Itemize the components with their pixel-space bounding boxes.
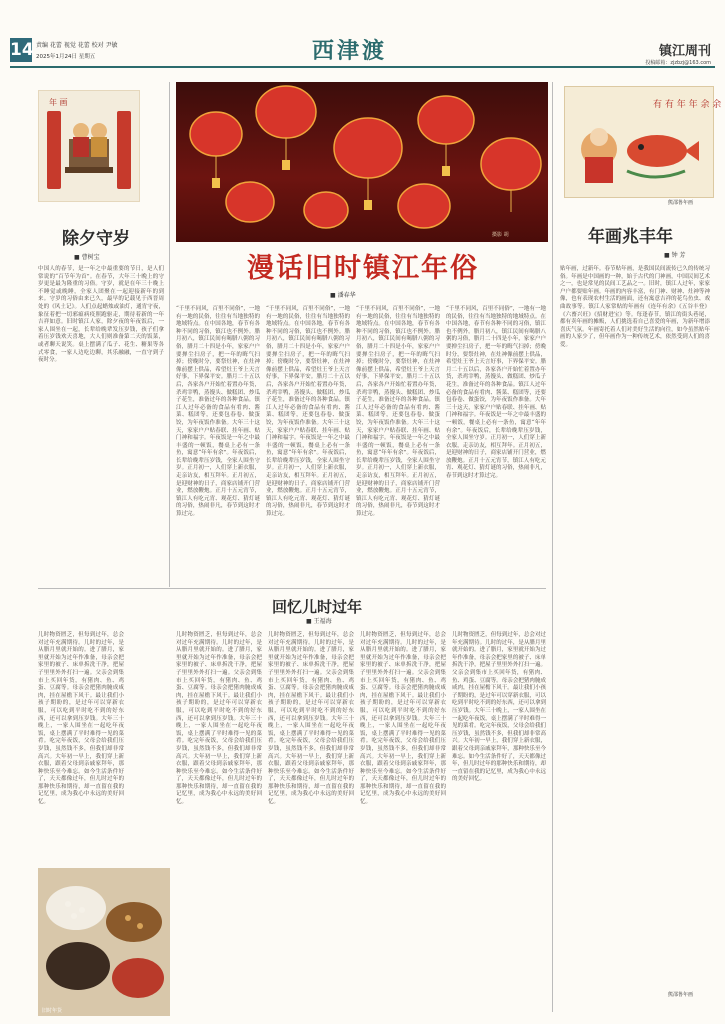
- bottom-article-author: ■ 王福海: [306, 618, 332, 625]
- main-article-title: 漫话旧时镇江年俗: [247, 253, 479, 284]
- publication-brand: 镇江周刊: [658, 44, 711, 59]
- bottom-rule: [38, 588, 546, 589]
- painting-caption: 熊邵鲁年画: [668, 200, 694, 206]
- column-divider-right: [552, 82, 553, 1012]
- contact-email: 投稿邮箱：zjzbzj@163.com: [645, 60, 711, 66]
- main-article-col-2: “千里不同风，百里不同俗”，一地有一地的民俗，往往有当地独特的地域特点。在中国各地，春节有各种不同的习俗，镇江也不例外。腊月初八，镇江民间有喝腊八粥的习俗，腊月二十四是小年，家家户户要掸尘扫房子，把一年的晦气扫掉；傍晚时分，要祭灶神，在灶神像前摆上供品，希望灶王爷上天言好事，下界保平安。腊月二十五以后，各家各户开始忙着置办年货，杀鸡宰鸭，蒸馒头、做糕团、炒瓜子花生，准备过年的各种食品。镇江人过年必备的食品有肴肉、酱菜、糕团等，还要包春卷、做蛋饺，为年夜饭作准备。大年三十这天，家家户户贴春联、挂年画、贴门神和福字。年夜饭是一年之中最丰盛的一顿饭，餐桌上必有一条鱼，寓意“年年有余”。年夜饭后，长辈给晚辈压岁钱，全家人围坐守岁。正月初一，人们穿上新衣服，走亲访友，相互拜年。正月初五，是迎财神的日子，商家店铺开门营业，燃放鞭炮。正月十五元宵节，镇江人有吃元宵、观花灯、猜灯谜的习俗，热闹非凡，春节到这时才算过完。: [266, 306, 350, 518]
- main-photo: [176, 82, 548, 242]
- main-article-col-3: “千里不同风，百里不同俗”，一地有一地的民俗，往往有当地独特的地域特点。在中国各地，春节有各种不同的习俗，镇江也不例外。腊月初八，镇江民间有喝腊八粥的习俗，腊月二十四是小年，家家户户要掸尘扫房子，把一年的晦气扫掉；傍晚时分，要祭灶神，在灶神像前摆上供品，希望灶王爷上天言好事，下界保平安。腊月二十五以后，各家各户开始忙着置办年货，杀鸡宰鸭，蒸馒头、做糕团、炒瓜子花生，准备过年的各种食品。镇江人过年必备的食品有肴肉、酱菜、糕团等，还要包春卷、做蛋饺，为年夜饭作准备。大年三十这天，家家户户贴春联、挂年画、贴门神和福字。年夜饭是一年之中最丰盛的一顿饭，餐桌上必有一条鱼，寓意“年年有余”。年夜饭后，长辈给晚辈压岁钱，全家人围坐守岁。正月初一，人们穿上新衣服，走亲访友，相互拜年。正月初五，是迎财神的日子，商家店铺开门营业，燃放鞭炮。正月十五元宵节，镇江人有吃元宵、观花灯、猜灯谜的习俗，热闹非凡，春节到这时才算过完。: [356, 306, 440, 518]
- left-illustration: [38, 90, 140, 202]
- page-number: 14: [10, 40, 34, 60]
- right-article-body: 贴年画，过新年。春节贴年画，是我国民间流传已久的传统习俗。年画是中国画的一种，始于古代的门神画，中国民间艺术之一，也是常见的民间工艺品之一。旧时，镇江人过年，家家户户都要贴年画。年画的内容丰富，有门神、财神、灶神等神像，也有表现农村生活的画面，还有寓意吉祥的花鸟鱼虫、戏曲故事等。镇江人家常贴的年画有《连年有余》《五谷丰登》《六畜兴旺》《招财进宝》等。每逢春节，镇江的街头巷尾，都有卖年画的摊贩，人们挑选着自己喜爱的年画，为新年增添喜庆气氛。年画寄托着人们对美好生活的向往，如今虽然贴年画的人家少了，但年画作为一种传统艺术，依然受到人们的喜爱。: [560, 266, 710, 348]
- left-article-body: 中国人的春节，是一年之中最重要的节日，是人们常说的“百节年为首”。在春节，大年三十晚上的守岁更是最为隆重的习俗。守岁，就是在年三十晚上不睡觉或晚睡，全家人团聚在一起迎接新年的到来。守岁的习俗由来已久，最早的记载见于西晋周处的《风土记》。人们点起蜡烛或油灯，通宵守夜，象征着把一切邪瘟病疫照跑驱走，期待着新的一年吉祥如意。旧时镇江人家，除夕夜的年夜饭后，一家人围坐在一起，长辈给晚辈发压岁钱，孩子们拿着压岁钱欢天喜地，大人们则准备第二天的饭菜，或者聊天说笑。桌上摆满了瓜子、花生、糖果等各式零食，一家人边吃边聊，其乐融融，一直守到子夜时分。: [38, 266, 164, 364]
- bottom-article-col-3: 儿时物资匮乏，但每到过年，总会对过年充满期待。儿时的过年，是从腊月里就开始的。进了腊月，家里就开始为过年作准备，母亲会把家里的被子、床单拆洗干净，把屋子里里外外打扫一遍。父亲会到集市上买回年货，有猪肉、鱼、鸡蛋、豆腐等。母亲会把猪肉腌成咸肉，挂在屋檐下风干。最让我们小孩子期盼的，是过年可以穿新衣服，可以吃到平时吃不到的好东西，还可以拿到压岁钱。大年三十晚上，一家人围坐在一起吃年夜饭，桌上摆满了平时难得一见的菜肴。吃完年夜饭，父母会给我们压岁钱，虽然钱不多，但我们却非常高兴。大年初一早上，我们穿上新衣服，跟着父母到亲戚家拜年，那种快乐至今难忘。如今生活条件好了，天天都像过年，但儿时过年的那种快乐和期待，却一直留在我的记忆里，成为我心中永远的美好回忆。: [268, 632, 354, 806]
- new-year-painting: [564, 86, 722, 198]
- bottom-article-col-2: 儿时物资匮乏，但每到过年，总会对过年充满期待。儿时的过年，是从腊月里就开始的。进了腊月，家里就开始为过年作准备，母亲会把家里的被子、床单拆洗干净，把屋子里里外外打扫一遍。父亲会到集市上买回年货，有猪肉、鱼、鸡蛋、豆腐等。母亲会把猪肉腌成咸肉，挂在屋檐下风干。最让我们小孩子期盼的，是过年可以穿新衣服，可以吃到平时吃不到的好东西，还可以拿到压岁钱。大年三十晚上，一家人围坐在一起吃年夜饭，桌上摆满了平时难得一见的菜肴。吃完年夜饭，父母会给我们压岁钱，虽然钱不多，但我们却非常高兴。大年初一早上，我们穿上新衣服，跟着父母到亲戚家拜年，那种快乐至今难忘。如今生活条件好了，天天都像过年，但儿时过年的那种快乐和期待，却一直留在我的记忆里，成为我心中永远的美好回忆。: [176, 632, 262, 806]
- main-article-author: ■ 潘春华: [330, 292, 356, 299]
- painting-inscription: 有 有 年 年 余 余: [653, 100, 722, 110]
- bottom-article-col-4: 儿时物资匮乏，但每到过年，总会对过年充满期待。儿时的过年，是从腊月里就开始的。进了腊月，家里就开始为过年作准备，母亲会把家里的被子、床单拆洗干净，把屋子里里外外打扫一遍。父亲会到集市上买回年货，有猪肉、鱼、鸡蛋、豆腐等。母亲会把猪肉腌成咸肉，挂在屋檐下风干。最让我们小孩子期盼的，是过年可以穿新衣服，可以吃到平时吃不到的好东西，还可以拿到压岁钱。大年三十晚上，一家人围坐在一起吃年夜饭，桌上摆满了平时难得一见的菜肴。吃完年夜饭，父母会给我们压岁钱，虽然钱不多，但我们却非常高兴。大年初一早上，我们穿上新衣服，跟着父母到亲戚家拜年，那种快乐至今难忘。如今生活条件好了，天天都像过年，但儿时过年的那种快乐和期待，却一直留在我的记忆里，成为我心中永远的美好回忆。: [360, 632, 446, 806]
- editors-line: 责编 花蕾 视觉 花蕾 校对 尹敏: [36, 42, 118, 49]
- section-title: 西津渡: [312, 38, 388, 64]
- right-article-author: ■ 钟 芳: [664, 252, 686, 259]
- bottom-article-col-5: 儿时物资匮乏，但每到过年，总会对过年充满期待。儿时的过年，是从腊月里就开始的。进了腊月，家里就开始为过年作准备，母亲会把家里的被子、床单拆洗干净，把屋子里里外外打扫一遍。父亲会到集市上买回年货，有猪肉、鱼、鸡蛋、豆腐等。母亲会把猪肉腌成咸肉，挂在屋檐下风干。最让我们小孩子期盼的，是过年可以穿新衣服，可以吃到平时吃不到的好东西，还可以拿到压岁钱。大年三十晚上，一家人围坐在一起吃年夜饭，桌上摆满了平时难得一见的菜肴。吃完年夜饭，父母会给我们压岁钱，虽然钱不多，但我们却非常高兴。大年初一早上，我们穿上新衣服，跟着父母到亲戚家拜年，那种快乐至今难忘。如今生活条件好了，天天都像过年，但儿时过年的那种快乐和期待，却一直留在我的记忆里，成为我心中永远的美好回忆。: [452, 632, 546, 783]
- main-article-col-1: “千里不同风，百里不同俗”，一地有一地的民俗，往往有当地独特的地域特点。在中国各地，春节有各种不同的习俗，镇江也不例外。腊月初八，镇江民间有喝腊八粥的习俗，腊月二十四是小年，家家户户要掸尘扫房子，把一年的晦气扫掉；傍晚时分，要祭灶神，在灶神像前摆上供品，希望灶王爷上天言好事，下界保平安。腊月二十五以后，各家各户开始忙着置办年货，杀鸡宰鸭，蒸馒头、做糕团、炒瓜子花生，准备过年的各种食品。镇江人过年必备的食品有肴肉、酱菜、糕团等，还要包春卷、做蛋饺，为年夜饭作准备。大年三十这天，家家户户贴春联、挂年画、贴门神和福字。年夜饭是一年之中最丰盛的一顿饭，餐桌上必有一条鱼，寓意“年年有余”。年夜饭后，长辈给晚辈压岁钱，全家人围坐守岁。正月初一，人们穿上新衣服，走亲访友，相互拜年。正月初五，是迎财神的日子，商家店铺开门营业，燃放鞭炮。正月十五元宵节，镇江人有吃元宵、观花灯、猜灯谜的习俗，热闹非凡，春节到这时才算过完。: [176, 306, 260, 518]
- main-article-col-4: “千里不同风，百里不同俗”，一地有一地的民俗，往往有当地独特的地域特点。在中国各地，春节有各种不同的习俗，镇江也不例外。腊月初八，镇江民间有喝腊八粥的习俗，腊月二十四是小年，家家户户要掸尘扫房子，把一年的晦气扫掉；傍晚时分，要祭灶神，在灶神像前摆上供品，希望灶王爷上天言好事，下界保平安。腊月二十五以后，各家各户开始忙着置办年货，杀鸡宰鸭，蒸馒头、做糕团、炒瓜子花生，准备过年的各种食品。镇江人过年必备的食品有肴肉、酱菜、糕团等，还要包春卷、做蛋饺，为年夜饭作准备。大年三十这天，家家户户贴春联、挂年画、贴门神和福字。年夜饭是一年之中最丰盛的一顿饭，餐桌上必有一条鱼，寓意“年年有余”。年夜饭后，长辈给晚辈压岁钱，全家人围坐守岁。正月初一，人们穿上新衣服，走亲访友，相互拜年。正月初五，是迎财神的日子，商家店铺开门营业，燃放鞭炮。正月十五元宵节，镇江人有吃元宵、观花灯、猜灯谜的习俗，热闹非凡，春节到这时才算过完。: [446, 306, 546, 480]
- right-article-title: 年画兆丰年: [588, 227, 673, 247]
- left-article-title: 除夕守岁: [62, 229, 130, 249]
- issue-date: 2025年1月24日 星期五: [36, 54, 96, 60]
- left-article-author: ■ 曹树宝: [74, 254, 100, 261]
- bottom-photo-caption: 旧时年货: [42, 1008, 63, 1014]
- svg-text:年 画: 年 画: [49, 98, 68, 107]
- bottom-article-col-1: 儿时物资匮乏，但每到过年，总会对过年充满期待。儿时的过年，是从腊月里就开始的。进了腊月，家里就开始为过年作准备，母亲会把家里的被子、床单拆洗干净，把屋子里里外外打扫一遍。父亲会到集市上买回年货，有猪肉、鱼、鸡蛋、豆腐等。母亲会把猪肉腌成咸肉，挂在屋檐下风干。最让我们小孩子期盼的，是过年可以穿新衣服，可以吃到平时吃不到的好东西，还可以拿到压岁钱。大年三十晚上，一家人围坐在一起吃年夜饭，桌上摆满了平时难得一见的菜肴。吃完年夜饭，父母会给我们压岁钱，虽然钱不多，但我们却非常高兴。大年初一早上，我们穿上新衣服，跟着父母到亲戚家拜年，那种快乐至今难忘。如今生活条件好了，天天都像过年，但儿时过年的那种快乐和期待，却一直留在我的记忆里，成为我心中永远的美好回忆。: [38, 632, 124, 806]
- bottom-article-title: 回忆儿时过年: [272, 598, 363, 616]
- column-divider-left: [169, 82, 170, 587]
- right-footer-caption: 熊邵鲁年画: [668, 992, 694, 998]
- bottom-left-photo: [38, 868, 170, 1016]
- photo-credit: 摄影 胡: [492, 232, 509, 238]
- header-rule: [10, 66, 715, 68]
